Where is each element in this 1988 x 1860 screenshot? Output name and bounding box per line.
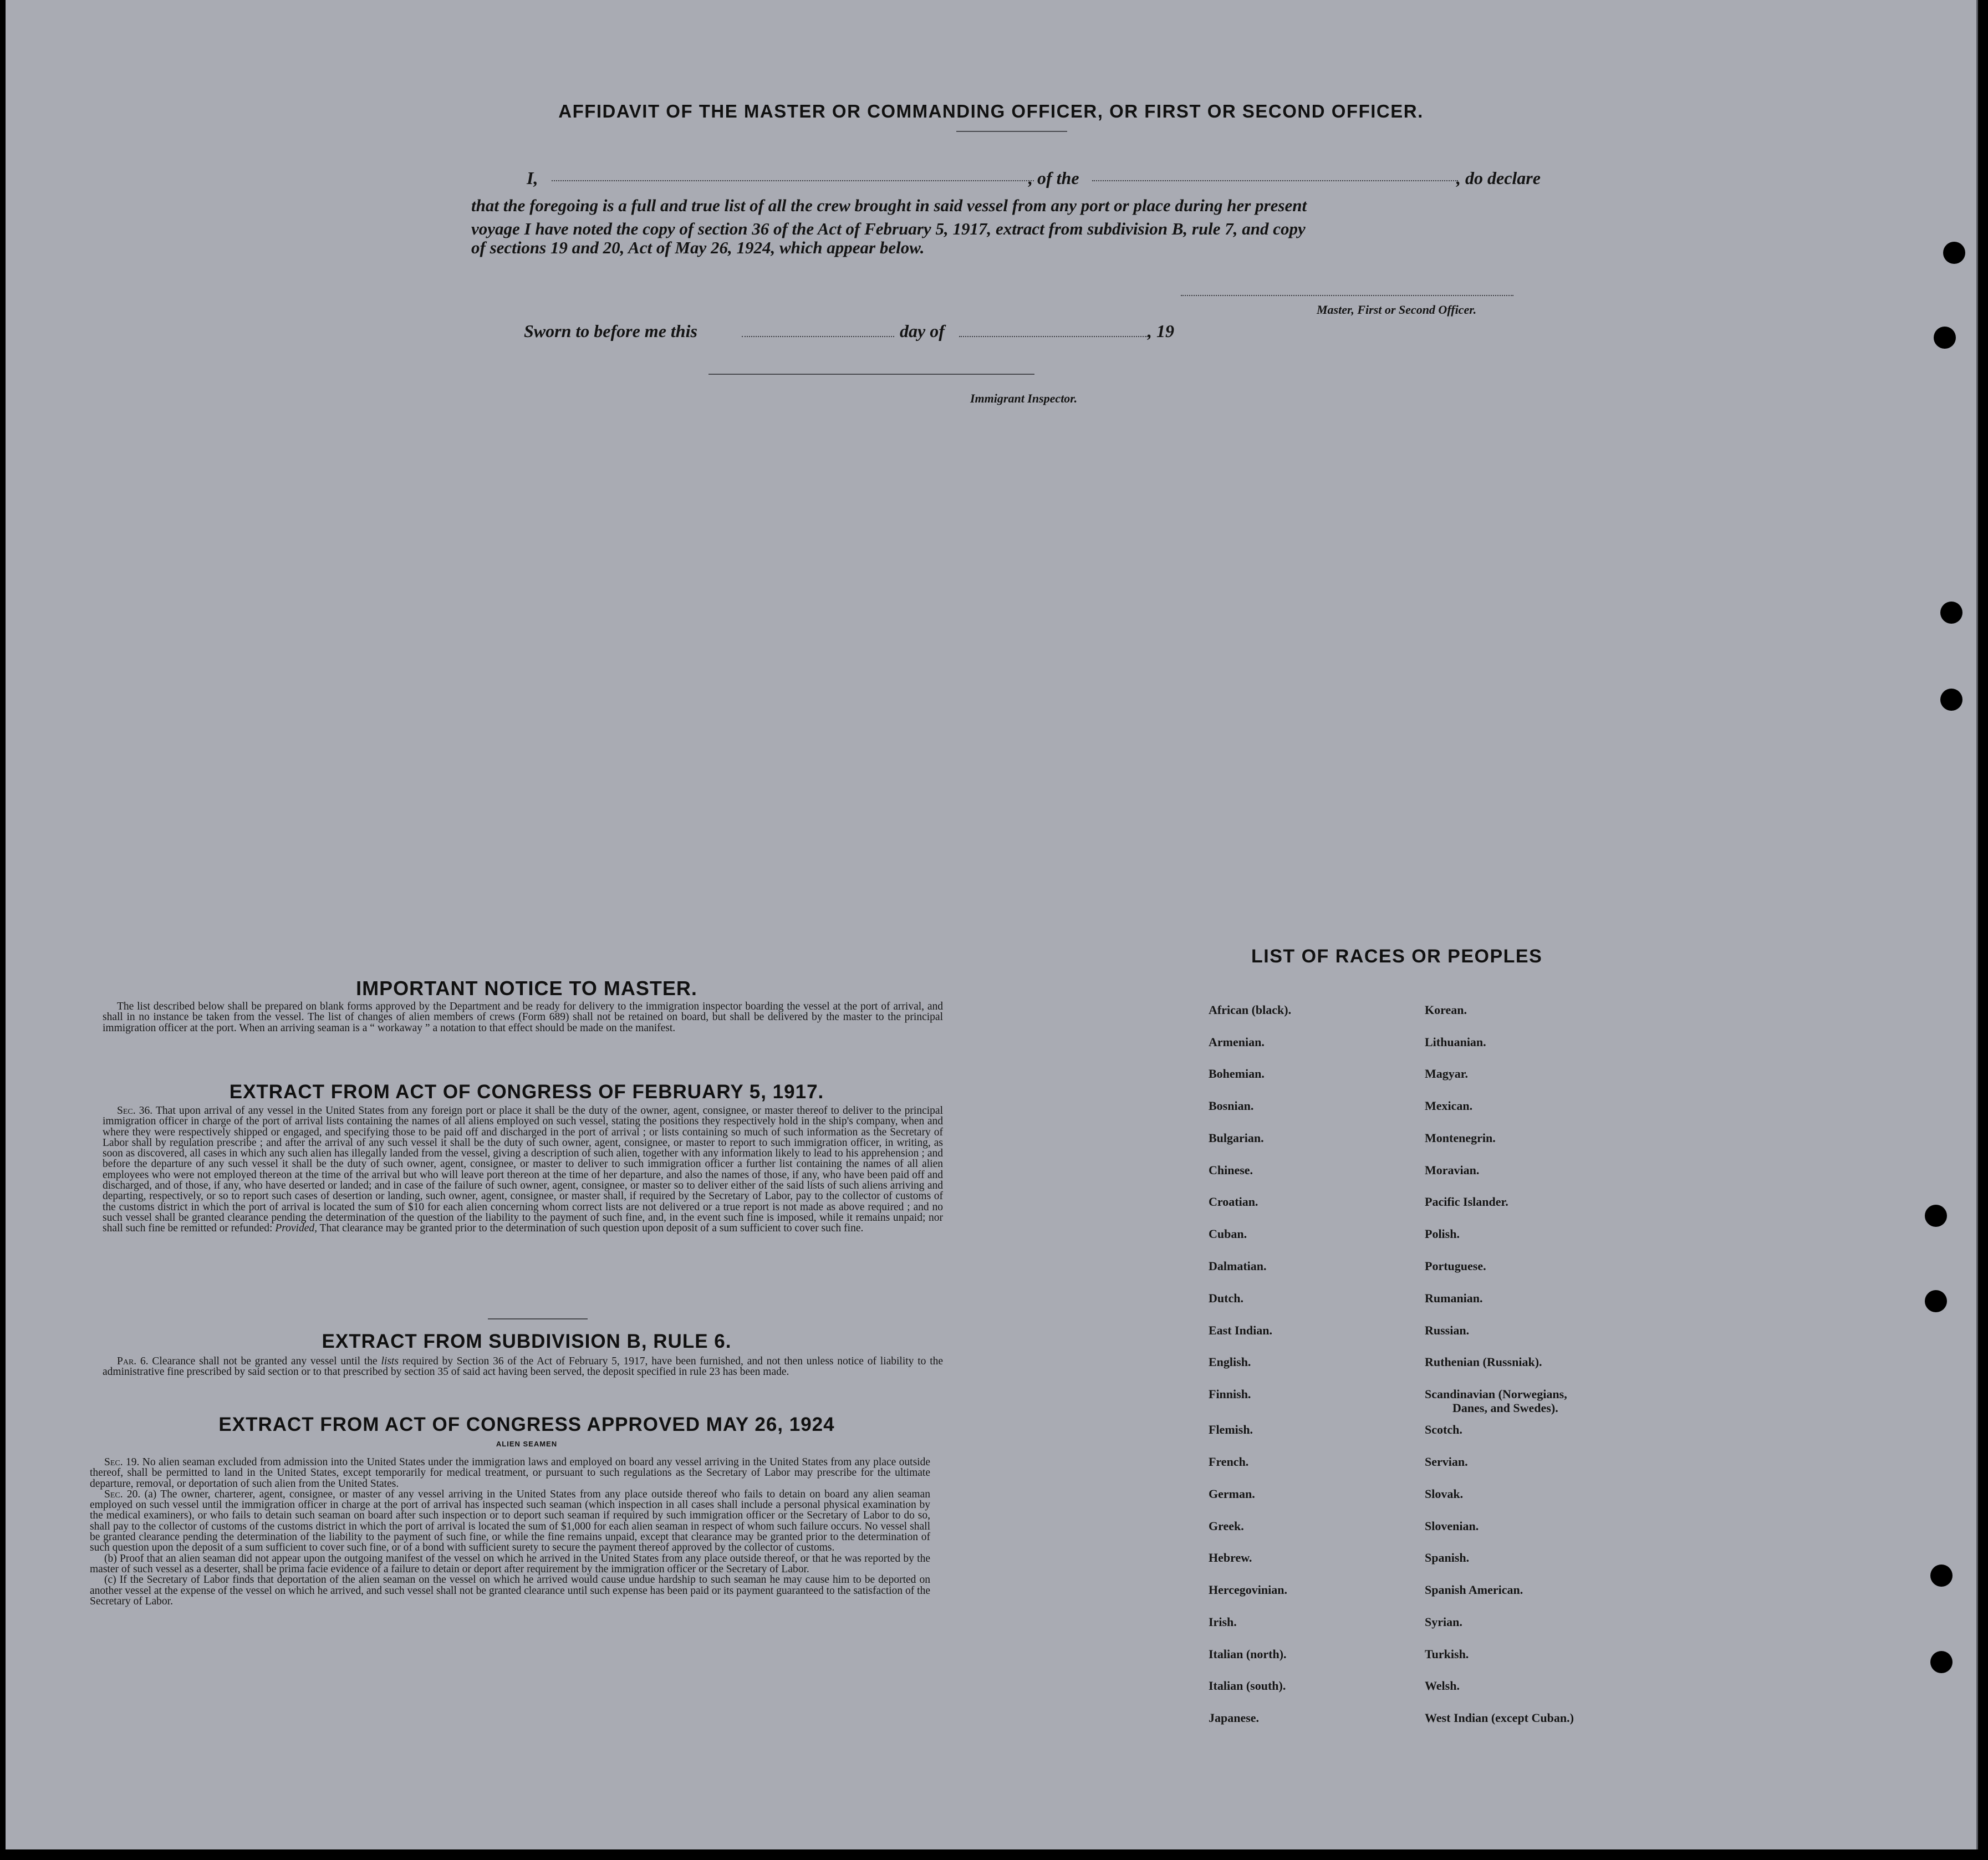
section-divider (488, 1318, 588, 1319)
notice-paragraph: The list described below shall be prepared on blank forms approved by the Department and be ready for delivery to the immigration inspector boarding the vessel at the port of arrival, and shall in no instance be taken from the vessel. The list of changes of alien members of crews (Form 689) shall not be retained on board, but shall be delivered by the master to the principal immigration officer at the port. When an arriving seaman is a “ workaway ” a notation to that effect should be made on the manifest. (103, 1001, 943, 1034)
race-right: Syrian. (1425, 1615, 1462, 1629)
race-left: Croatian. (1209, 1195, 1258, 1209)
race-right: Mexican. (1425, 1099, 1473, 1113)
race-right: Welsh. (1425, 1679, 1460, 1693)
race-right: Slovak. (1425, 1487, 1464, 1501)
race-right: Ruthenian (Russniak). (1425, 1355, 1542, 1369)
section-36-proviso: That clearance may be granted prior to the determination of such question upon deposit of a sum sufficient to cover such fine. (319, 1222, 864, 1235)
race-left: Dutch. (1209, 1291, 1243, 1305)
race-left: East Indian. (1209, 1323, 1272, 1337)
extract-1917-text (103, 1105, 943, 1234)
race-right: Moravian. (1425, 1163, 1480, 1177)
race-right: Spanish American. (1425, 1583, 1523, 1597)
race-left: Cuban. (1209, 1227, 1247, 1241)
title-rule (956, 131, 1067, 132)
race-right: Slovenian. (1425, 1519, 1479, 1533)
extract-rule6-title: EXTRACT FROM SUBDIVISION B, RULE 6. (322, 1331, 732, 1352)
race-left: Hebrew. (1209, 1551, 1252, 1565)
race-left: Japanese. (1209, 1711, 1260, 1725)
notice-text (103, 1001, 943, 1033)
punch-hole (1925, 1205, 1947, 1227)
race-right: Spanish. (1425, 1551, 1470, 1565)
punch-hole (1925, 1290, 1947, 1312)
inspector-signature-line[interactable] (708, 374, 1034, 375)
race-left: Chinese. (1209, 1163, 1253, 1177)
race-right: Magyar. (1425, 1067, 1469, 1081)
race-right: Rumanian. (1425, 1291, 1483, 1305)
sworn-year: , 19 (1148, 321, 1174, 341)
affidavit-do-declare: , do declare (1456, 168, 1541, 188)
extract-1924-title: EXTRACT FROM ACT OF CONGRESS APPROVED MAY 26, 1924 (218, 1414, 835, 1435)
extract-1917-title: EXTRACT FROM ACT OF CONGRESS OF FEBRUARY 5, 1917. (229, 1081, 824, 1103)
race-left: Irish. (1209, 1615, 1237, 1629)
par-6-label: Par. 6. (117, 1355, 149, 1367)
name-blank[interactable] (552, 180, 1034, 181)
section-36-body: That upon arrival of any vessel in the United States from any foreign port or place it shall be the duty of the owner, agent, consignee, or master thereof to deliver to the principal immigration officer in charge of the port of arrival lists containing the names of all aliens employed on such vessel, stating the positions they respectively hold in the ship's company, when and where they were respectively shipped or engaged, and specifying those to be paid off and discharged in the port of arrival ; or lists containing so much of such information as the Secretary of Labor shall by regulation prescribe ; and after the arrival of any such vessel it shall be the duty of such owner, agent, consignee, or master to report to such immigration officer, in writing, as soon as discovered, all cases in which any such alien has illegally landed from the vessel, giving a description of such alien, together with any information likely to lead to his apprehension ; and before the departure of any such vessel it shall be the duty of such owner, agent, consignee, or master to deliver to such immigration officer a further list containing the names of all alien employees who were not employed thereon at the time of the arrival but who will leave port thereon at the time of her departure, and also the names of those, if any, who have been paid off and discharged, and of those, if any, who have deserted or landed; and in case of the failure of such owner, agent, consignee, or master so to deliver either of the said lists of such aliens arriving and departing, respectively, or so to report such cases of desertion or landing, such owner, agent, consignee, or master shall, if required by the Secretary of Labor, pay to the collector of customs of the customs district in which the port of arrival is located the sum of $10 for each alien concerning whom correct lists are not delivered or a true report is not made as above required ; and no such vessel shall be granted clearance pending the determination of the question of the liability to the payment of such fine, and, in the event such fine is imposed, while it remains unpaid; nor shall such fine be remitted or refunded: (103, 1105, 943, 1235)
race-left: Greek. (1209, 1519, 1244, 1533)
punch-hole (1934, 327, 1956, 349)
race-right: Portuguese. (1425, 1259, 1486, 1273)
race-left: Flemish. (1209, 1423, 1253, 1436)
sworn-month-blank[interactable] (959, 336, 1148, 337)
race-right: Pacific Islander. (1425, 1195, 1508, 1209)
affidavit-line-2: that the foregoing is a full and true list of all the crew brought in said vessel from any port or place during her present (471, 196, 1307, 215)
affidavit-title: AFFIDAVIT OF THE MASTER OR COMMANDING OFFICER, OR FIRST OR SECOND OFFICER. (558, 101, 1424, 121)
vessel-blank[interactable] (1092, 180, 1458, 181)
race-left: Italian (north). (1209, 1647, 1287, 1661)
race-left: Bulgarian. (1209, 1131, 1264, 1145)
section-20-label: Sec. 20. (104, 1488, 141, 1500)
race-right-continued: Danes, and Swedes). (1452, 1401, 1558, 1415)
race-left: Finnish. (1209, 1387, 1251, 1401)
extract-rule6-text: Par. 6. Clearance shall not be granted any vessel until the lists required by Section 36 of the Act of February 5, 1917, have been furnished, and not then unless notice of liability to the administrative fine prescribed by said section or to that prescribed by section 35 of said act having been served, the deposit specified in rule 23 has been made. (103, 1355, 944, 1378)
race-left: Hercegovinian. (1209, 1583, 1287, 1597)
affidavit-of-the: , of the (1028, 168, 1079, 188)
punch-hole (1930, 1565, 1953, 1587)
punch-hole (1940, 689, 1962, 711)
section-36-label: Sec. 36. (117, 1105, 153, 1117)
provided-word: Provided, (275, 1222, 317, 1235)
form-sheet (6, 0, 1978, 1849)
race-left: Bosnian. (1209, 1099, 1254, 1113)
race-right: Scotch. (1425, 1423, 1462, 1436)
race-left: German. (1209, 1487, 1255, 1501)
race-left: English. (1209, 1355, 1251, 1369)
races-title: LIST OF RACES OR PEOPLES (1251, 946, 1543, 967)
race-left: Dalmatian. (1209, 1259, 1267, 1273)
race-right: Korean. (1425, 1003, 1467, 1017)
punch-hole (1943, 242, 1965, 264)
race-right: Polish. (1425, 1227, 1460, 1241)
affidavit-line-4: of sections 19 and 20, Act of May 26, 1924, which appear below. (471, 238, 925, 257)
notice-title: IMPORTANT NOTICE TO MASTER. (356, 977, 697, 1000)
race-left: African (black). (1209, 1003, 1292, 1017)
affidavit-i: I, (527, 168, 538, 188)
master-signature-line[interactable] (1181, 295, 1513, 296)
race-right: Scandinavian (Norwegians, (1425, 1387, 1567, 1401)
race-left: Bohemian. (1209, 1067, 1265, 1081)
affidavit-line-3: voyage I have noted the copy of section 36 of the Act of February 5, 1917, extract from subdivision B, rule 7, and copy (471, 219, 1306, 238)
race-left: French. (1209, 1455, 1249, 1469)
race-right: Russian. (1425, 1323, 1470, 1337)
punch-hole (1940, 602, 1962, 624)
race-right: Turkish. (1425, 1647, 1469, 1661)
race-left: Armenian. (1209, 1035, 1265, 1049)
race-right: West Indian (except Cuban.) (1425, 1711, 1574, 1725)
extract-1924-text: Sec. 19. No alien seaman excluded from admission into the United States under the immigration laws and employed on board any vessel arriving in the United States from any place outside thereof, shall be permitted to land in the United States, except temporarily for medical treatment, or pursuant to such regulations as the Secretary of Labor may prescribe for the ultimate departure, removal, or deportation of such alien from the United States. Sec. 20. (a) The owner, charterer, agent, consignee, or master of any vessel arriving in the United States from any place outside thereof who fails to detain on board any alien seaman employed on such vessel until the immigration officer in charge at the port of arrival has inspected such seaman (which inspection in all cases shall include a personal physical examination by the medical examiners), or who fails to detain such seaman on board after such inspection or to deport such seaman if required by such immigration officer or the Secretary of Labor to do so, shall pay to the collector of customs of the customs district in which the port of arrival is located the sum of $1,000 for each alien seaman in respect of whom such failure occurs. No vessel shall be granted clearance pending the determination of the liability to the payment of such fine, or while the fine remains unpaid, except that clearance may be granted prior to the determination of such question upon the deposit of a sum sufficient to cover such fine, or of a bond with sufficient surety to secure the payment thereof approved by the collector of customs. (b) Proof that an alien seaman did not appear upon the outgoing manifest of the vessel on which he arrived in the United States from any place outside thereof, or that he was reported by the master of such vessel as a deserter, shall be prima facie evidence of a failure to detain or deport after requirement by the immigration officer or the Secretary of Labor. (c) If the Secretary of Labor finds that deportation of the alien seaman on the vessel on which he arrived would cause undue hardship to such seaman he may cause him to be deported on another vessel at the expense of the vessel on which he arrived, and such vessel shall not be granted clearance until such expense has been paid or its payment guaranteed to the satisfaction of the Secretary of Labor. (90, 1456, 930, 1607)
master-signature-label: Master, First or Second Officer. (1317, 303, 1477, 317)
race-right: Montenegrin. (1425, 1131, 1496, 1145)
race-right: Servian. (1425, 1455, 1468, 1469)
section-19-label: Sec. 19. (104, 1456, 140, 1468)
sworn-day-of: day of (900, 321, 945, 341)
inspector-label: Immigrant Inspector. (970, 391, 1078, 405)
sworn-prefix: Sworn to before me this (524, 321, 697, 341)
alien-seamen-subtitle: ALIEN SEAMEN (496, 1440, 558, 1448)
race-right: Lithuanian. (1425, 1035, 1486, 1049)
punch-hole (1930, 1651, 1953, 1673)
sworn-day-blank[interactable] (742, 336, 894, 337)
race-left: Italian (south). (1209, 1679, 1286, 1693)
